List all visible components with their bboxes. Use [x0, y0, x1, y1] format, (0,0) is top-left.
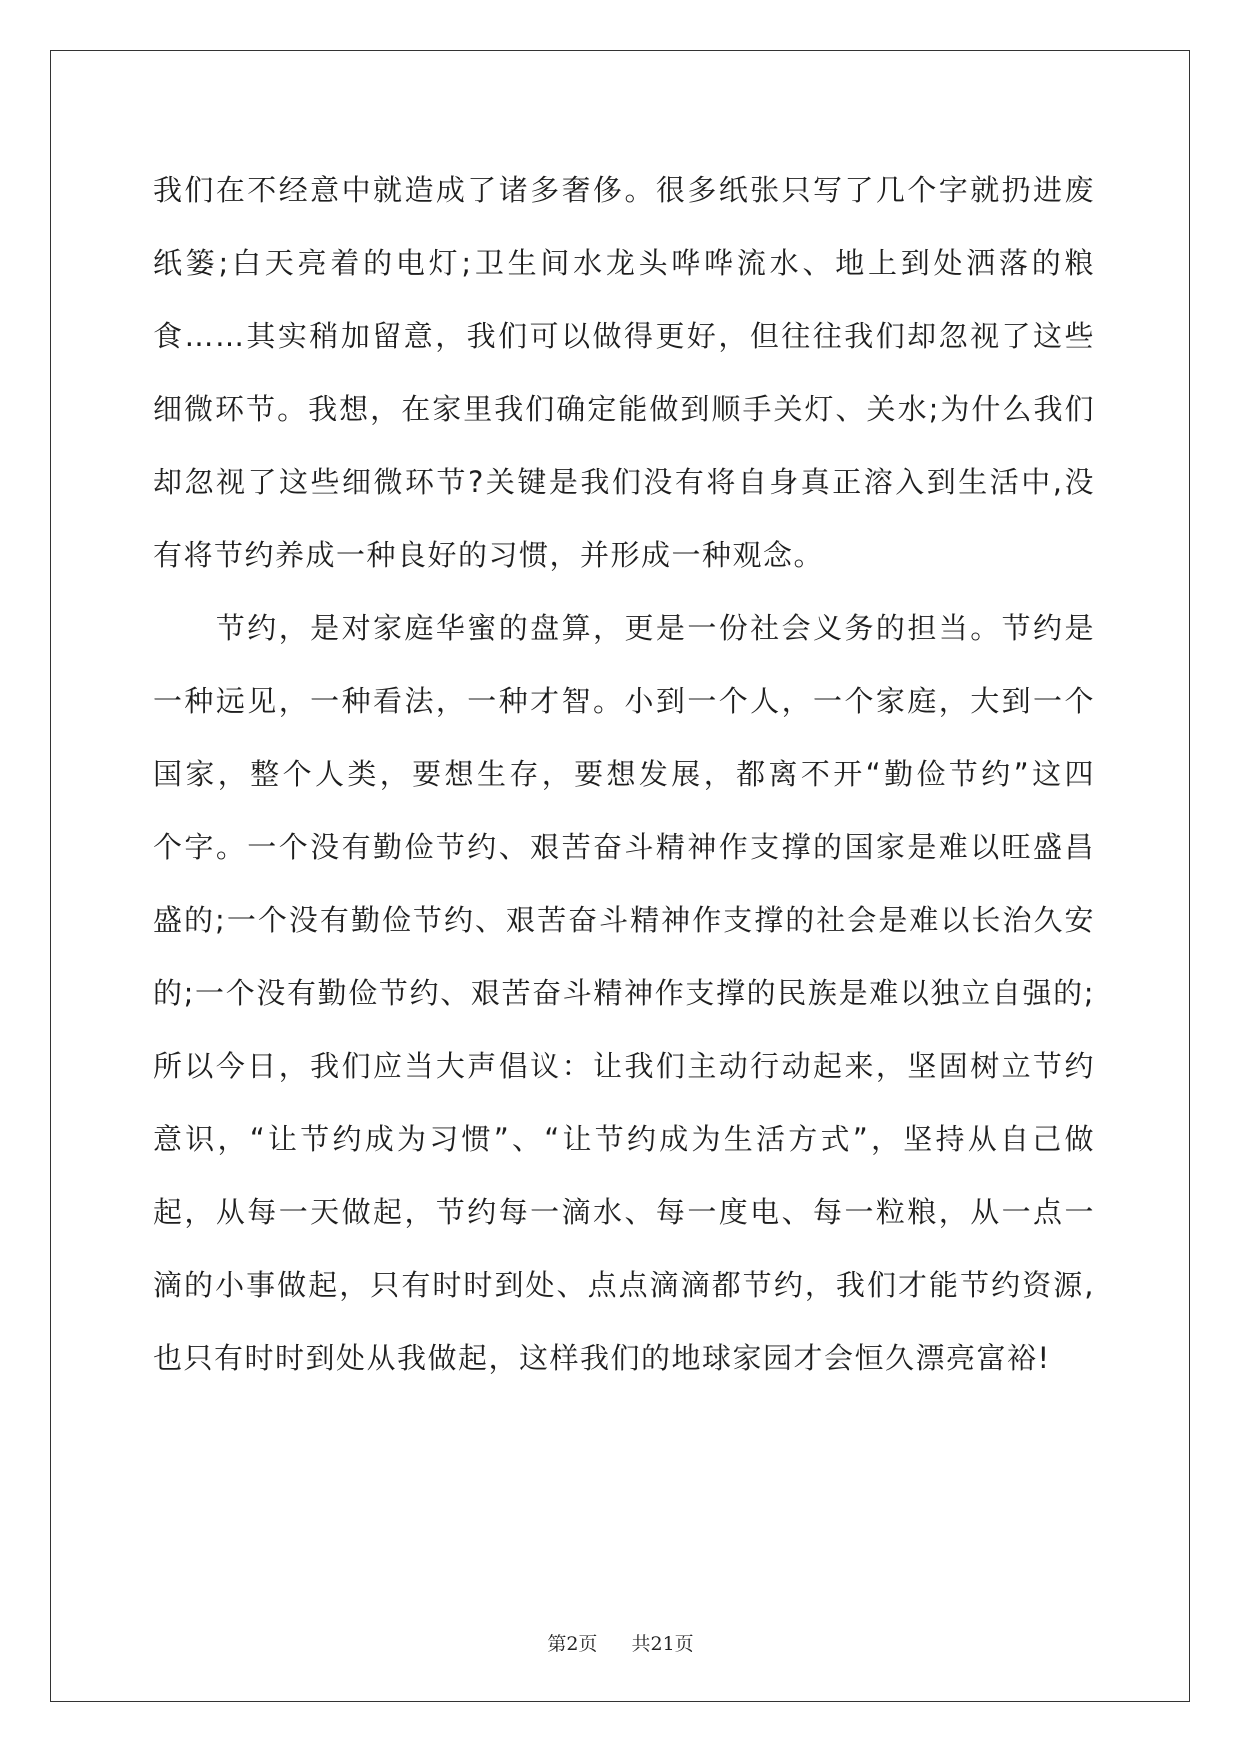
text-line-9: 国家，整个人类，要想生存，要想发展，都离不开“勤俭节约”这四 [153, 757, 1095, 791]
text-line-10: 个字。一个没有勤俭节约、艰苦奋斗精神作支撑的国家是难以旺盛昌 [153, 830, 1095, 864]
text-line-8: 一种远见，一种看法，一种才智。小到一个人，一个家庭，大到一个 [153, 684, 1095, 718]
text-line-16: 滴的小事做起，只有时时到处、点点滴滴都节约，我们才能节约资源, [153, 1268, 1095, 1302]
text-line-4: 细微环节。我想，在家里我们确定能做到顺手关灯、关水;为什么我们 [153, 392, 1095, 426]
text-line-7: 节约，是对家庭华蜜的盘算，更是一份社会义务的担当。节约是 [153, 611, 1095, 645]
text-line-2: 纸篓;白天亮着的电灯;卫生间水龙头哗哗流水、地上到处洒落的粮 [153, 246, 1095, 280]
page-frame [50, 50, 1190, 1702]
text-line-15: 起，从每一天做起，节约每一滴水、每一度电、每一粒粮，从一点一 [153, 1195, 1095, 1229]
total-pages: 共21页 [631, 1633, 694, 1655]
text-line-14: 意识，“让节约成为习惯”、“让节约成为生活方式”，坚持从自己做 [153, 1122, 1095, 1156]
text-line-13: 所以今日，我们应当大声倡议：让我们主动行动起来，坚固树立节约 [153, 1049, 1095, 1083]
text-line-17: 也只有时时到处从我做起，这样我们的地球家园才会恒久漂亮富裕! [153, 1341, 1051, 1375]
page-footer [0, 1632, 1241, 1656]
text-line-12: 的;一个没有勤俭节约、艰苦奋斗精神作支撑的民族是难以独立自强的; [153, 976, 1095, 1010]
text-line-5: 却忽视了这些细微环节?关键是我们没有将自身真正溶入到生活中,没 [153, 465, 1095, 499]
text-line-1: 我们在不经意中就造成了诸多奢侈。很多纸张只写了几个字就扔进废 [153, 173, 1095, 207]
text-line-3: 食……其实稍加留意，我们可以做得更好，但往往我们却忽视了这些 [153, 319, 1095, 353]
text-line-11: 盛的;一个没有勤俭节约、艰苦奋斗精神作支撑的社会是难以长治久安 [153, 903, 1095, 937]
text-line-6: 有将节约养成一种良好的习惯，并形成一种观念。 [153, 538, 825, 572]
page-number: 第2页 [547, 1633, 598, 1655]
